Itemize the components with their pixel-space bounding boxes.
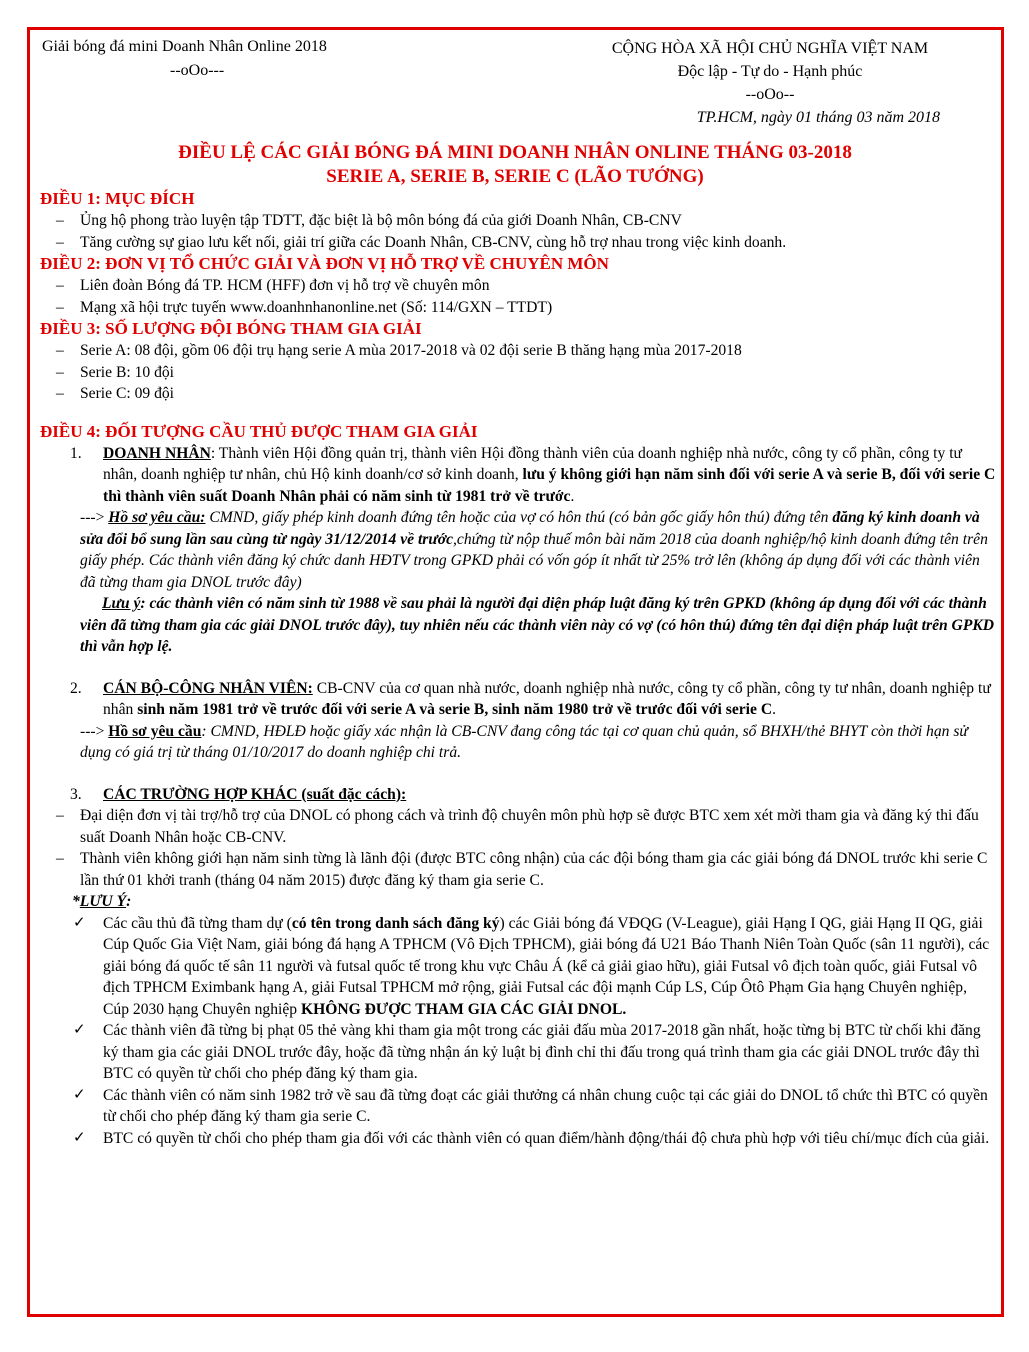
motto-separator: --oOo-- [745, 86, 795, 103]
article-1-heading: ĐIỀU 1: MỤC ĐÍCH [40, 189, 195, 208]
section-businessman: 1. DOANH NHÂN: Thành viên Hội đồng quản trị, thành viên Hội đồng thành viên của doanh nghiệp nhà nước, công ty cổ phần, công ty tư nhân, doanh nghiệp tư nhân, chủ Hộ kinh doanh/cơ sở kinh doanh, lưu ý không giới hạn năm sinh đối với serie A và serie B, đối với serie C thì thành viên suất Doanh Nhân phải có năm sinh từ 1981 trở về trước. [70, 444, 996, 505]
note-item: ✓ Các thành viên có năm sinh 1982 trở về sau đã từng đoạt các giải thưởng cá nhân chung cuộc tại các giải do DNOL tổ chức thì BTC có quyền từ chối cho phép đăng ký tham gia serie C. [73, 1084, 988, 1125]
article-1-item: – Tăng cường sự giao lưu kết nối, giải trí giữa các Doanh Nhân, CB-CNV, cùng hỗ trợ nhau trong việc kinh doanh. [40, 232, 996, 254]
section-label: CÁC TRƯỜNG HỢP KHÁC (suất đặc cách): [103, 785, 407, 803]
article-3-item: – Serie A: 08 đội, gồm 06 đội trụ hạng serie A mùa 2017-2018 và 02 đội serie B thăng hạng mùa 2017-2018 [40, 340, 996, 362]
country-name: CỘNG HÒA XÃ HỘI CHỦ NGHĨA VIỆT NAM [611, 40, 929, 57]
organizer-block [42, 37, 382, 81]
section-label: CÁN BỘ-CÔNG NHÂN VIÊN: [103, 679, 313, 697]
article-2-heading: ĐIỀU 2: ĐƠN VỊ TỔ CHỨC GIẢI VÀ ĐƠN VỊ HỖ TRỢ VỀ CHUYÊN MÔN [40, 254, 609, 273]
arrow-marker: ---> [80, 722, 109, 740]
other-case-item: – Thành viên không giới hạn năm sinh từng là lãnh đội (được BTC công nhận) của các đội bóng tham gia các giải bóng đá DNOL trước khi serie C lần thứ 01 khởi tranh (tháng 04 năm 2015) được đăng ký tham gia serie C. [40, 848, 996, 891]
required-documents: ---> Hồ sơ yêu cầu: CMND, HĐLĐ hoặc giấy xác nhận là CB-CNV đang công tác tại cơ quan chủ quản, sổ BHXH/thẻ BHYT còn thời hạn sử dụng có giá trị từ tháng 01/10/2017 do doanh nghiệp chi trả. [80, 722, 968, 761]
arrow-marker: ---> [80, 509, 109, 526]
section-bold-text: lưu ý không giới hạn năm sinh đối với serie A và serie B, đối với serie C thì thành viên suất Doanh Nhân phải có năm sinh từ 1981 trở về trước [103, 466, 996, 505]
article-3-heading: ĐIỀU 3: SỐ LƯỢNG ĐỘI BÓNG THAM GIA GIẢI [40, 319, 422, 338]
note-item: ✓ BTC có quyền từ chối cho phép tham gia đối với các thành viên có quan điểm/hành động/thái độ chưa phù hợp với tiêu chí/mục đích của giải. [73, 1127, 990, 1147]
checkmark-icon: ✓ [73, 1127, 86, 1146]
title-line-2: SERIE A, SERIE B, SERIE C (LÃO TƯỚNG) [326, 166, 704, 187]
article-2-item: – Liên đoàn Bóng đá TP. HCM (HFF) đơn vị hỗ trợ về chuyên môn [40, 275, 996, 297]
section-employee: 2. CÁN BỘ-CÔNG NHÂN VIÊN: CB-CNV của cơ quan nhà nước, doanh nghiệp nhà nước, công ty cổ phần, công ty tư nhân, doanh nghiệp tư nhân sinh năm 1981 trở về trước đối với serie A và serie B, sinh năm 1980 trở về trước đối với serie C. [70, 679, 991, 718]
article-3-item: – Serie C: 09 đội [40, 383, 996, 405]
note-item: ✓ Các cầu thủ đã từng tham dự (có tên trong danh sách đăng ký) các Giải bóng đá VĐQG (V-League), giải Hạng I QG, giải Hạng II QG, giải Cúp Quốc Gia Việt Nam, giải bóng đá hạng A TPHCM (Vô Địch TPHCM), giải bóng đá U21 Báo Thanh Niên Toàn Quốc (sân 11 người), các giải bóng đá quốc tế sân 11 người và futsal quốc tế trong khu vực Châu Á (kể cả giải giao hữu), giải Futsal vô địch toàn quốc, giải Futsal vô địch TPHCM Eximbank hạng A, giải Futsal TPHCM mở rộng, giải Futsal các đội mạnh Cúp LS, Cúp Ôtô Phạm Gia hạng Chuyên nghiệp, Cúp 2030 hạng Chuyên nghiệp KHÔNG ĐƯỢC THAM GIA CÁC GIẢI DNOL. [73, 912, 990, 1018]
title-line-1: ĐIỀU LỆ CÁC GIẢI BÓNG ĐÁ MINI DOANH NHÂN ONLINE THÁNG 03-2018 [178, 142, 852, 163]
section-bold-text: sinh năm 1981 trở về trước đối với serie A và serie B, sinh năm 1980 trở về trước đối với serie C [137, 701, 773, 718]
national-header [560, 37, 980, 129]
section-number: 3. [70, 785, 82, 803]
section-label: DOANH NHÂN [103, 444, 211, 462]
businessman-note: Lưu ý: các thành viên có năm sinh từ 1988 về sau phải là người đại diện pháp luật đăng ký trên GPKD (không áp dụng đối với các thành viên đã từng tham gia các giải DNOL trước đây), tuy nhiên nếu các thành viên này có vợ (có hôn thú) đứng tên đại diện pháp luật trên GPKD thì vẫn hợp lệ. [80, 595, 995, 655]
checkmark-icon: ✓ [73, 1020, 86, 1038]
document-title [40, 141, 990, 189]
required-label: Hồ sơ yêu cầu [108, 722, 202, 740]
section-other-cases [40, 784, 996, 806]
required-label: Hồ sơ yêu cầu: [108, 509, 206, 526]
article-3-item: – Serie B: 10 đội [40, 362, 996, 384]
section-number: 1. [70, 444, 82, 462]
note-item: ✓ Các thành viên đã từng bị phạt 05 thẻ vàng khi tham gia một trong các giải đấu mùa 2017-2018 gần nhất, hoặc từng bị BTC từ chối khi đăng ký tham gia các giải DNOL trước đây, hoặc đã từng nhận án kỷ luật bị đình chỉ thi đấu trong quá trình tham gia các giải DNOL trước đây thì BTC có quyền từ chối cho phép đăng ký tham gia. [73, 1020, 981, 1082]
section-number: 2. [70, 679, 82, 697]
document-body [40, 188, 996, 1149]
organizer-separator: --oOo--- [170, 62, 225, 79]
organizer-name: Giải bóng đá mini Doanh Nhân Online 2018 [42, 38, 327, 55]
checkmark-icon: ✓ [73, 912, 86, 931]
article-2-item: – Mạng xã hội trực tuyến www.doanhnhanonline.net (Số: 114/GXN – TTDT) [40, 297, 996, 319]
section-text: : Thành viên Hội đồng quản trị, thành viên Hội đồng thành viên của doanh nghiệp nhà nước, công ty cổ phần, công ty tư nhân, doanh nghiệp tư nhân, chủ Hộ kinh doanh/cơ sở kinh doanh, [103, 444, 962, 483]
section-text: CB-CNV của cơ quan nhà nước, doanh nghiệp nhà nước, công ty cổ phần, công ty tư nhân, doanh nghiệp tư nhân [103, 679, 991, 718]
article-4-heading: ĐIỀU 4: ĐỐI TƯỢNG CẦU THỦ ĐƯỢC THAM GIA GIẢI [40, 421, 478, 441]
other-case-item: – Đại diện đơn vị tài trợ/hỗ trợ của DNOL có phong cách và trình độ chuyên môn phù hợp sẽ được BTC xem xét mời tham gia và đăng ký thi đấu suất Doanh Nhân hoặc CB-CNV. [40, 805, 996, 848]
document-date: TP.HCM, ngày 01 tháng 03 năm 2018 [696, 109, 940, 126]
notes-label: *LƯU Ý: [72, 893, 132, 910]
checkmark-icon: ✓ [73, 1084, 86, 1103]
required-documents: ---> Hồ sơ yêu cầu: CMND, giấy phép kinh doanh đứng tên hoặc của vợ có hôn thú (có bản gốc giấy hôn thú) đứng tên đăng ký kinh doanh và sửa đổi bổ sung lần sau cùng từ ngày 31/12/2014 về trước,chứng từ nộp thuế môn bài năm 2018 của doanh nghiệp/hộ kinh doanh đứng tên trên giấy phép. Các thành viên đăng ký chức danh HĐTV trong GPKD phải có vốn góp ít nhất từ 25% trở lên (không áp dụng đối với các thành viên đã từng tham gia DNOL trước đây) [80, 509, 988, 591]
note-label: Lưu ý [102, 595, 141, 612]
article-1-item: – Ủng hộ phong trào luyện tập TDTT, đặc biệt là bộ môn bóng đá của giới Doanh Nhân, CB-CNV [40, 210, 996, 232]
national-motto: Độc lập - Tự do - Hạnh phúc [677, 63, 863, 80]
